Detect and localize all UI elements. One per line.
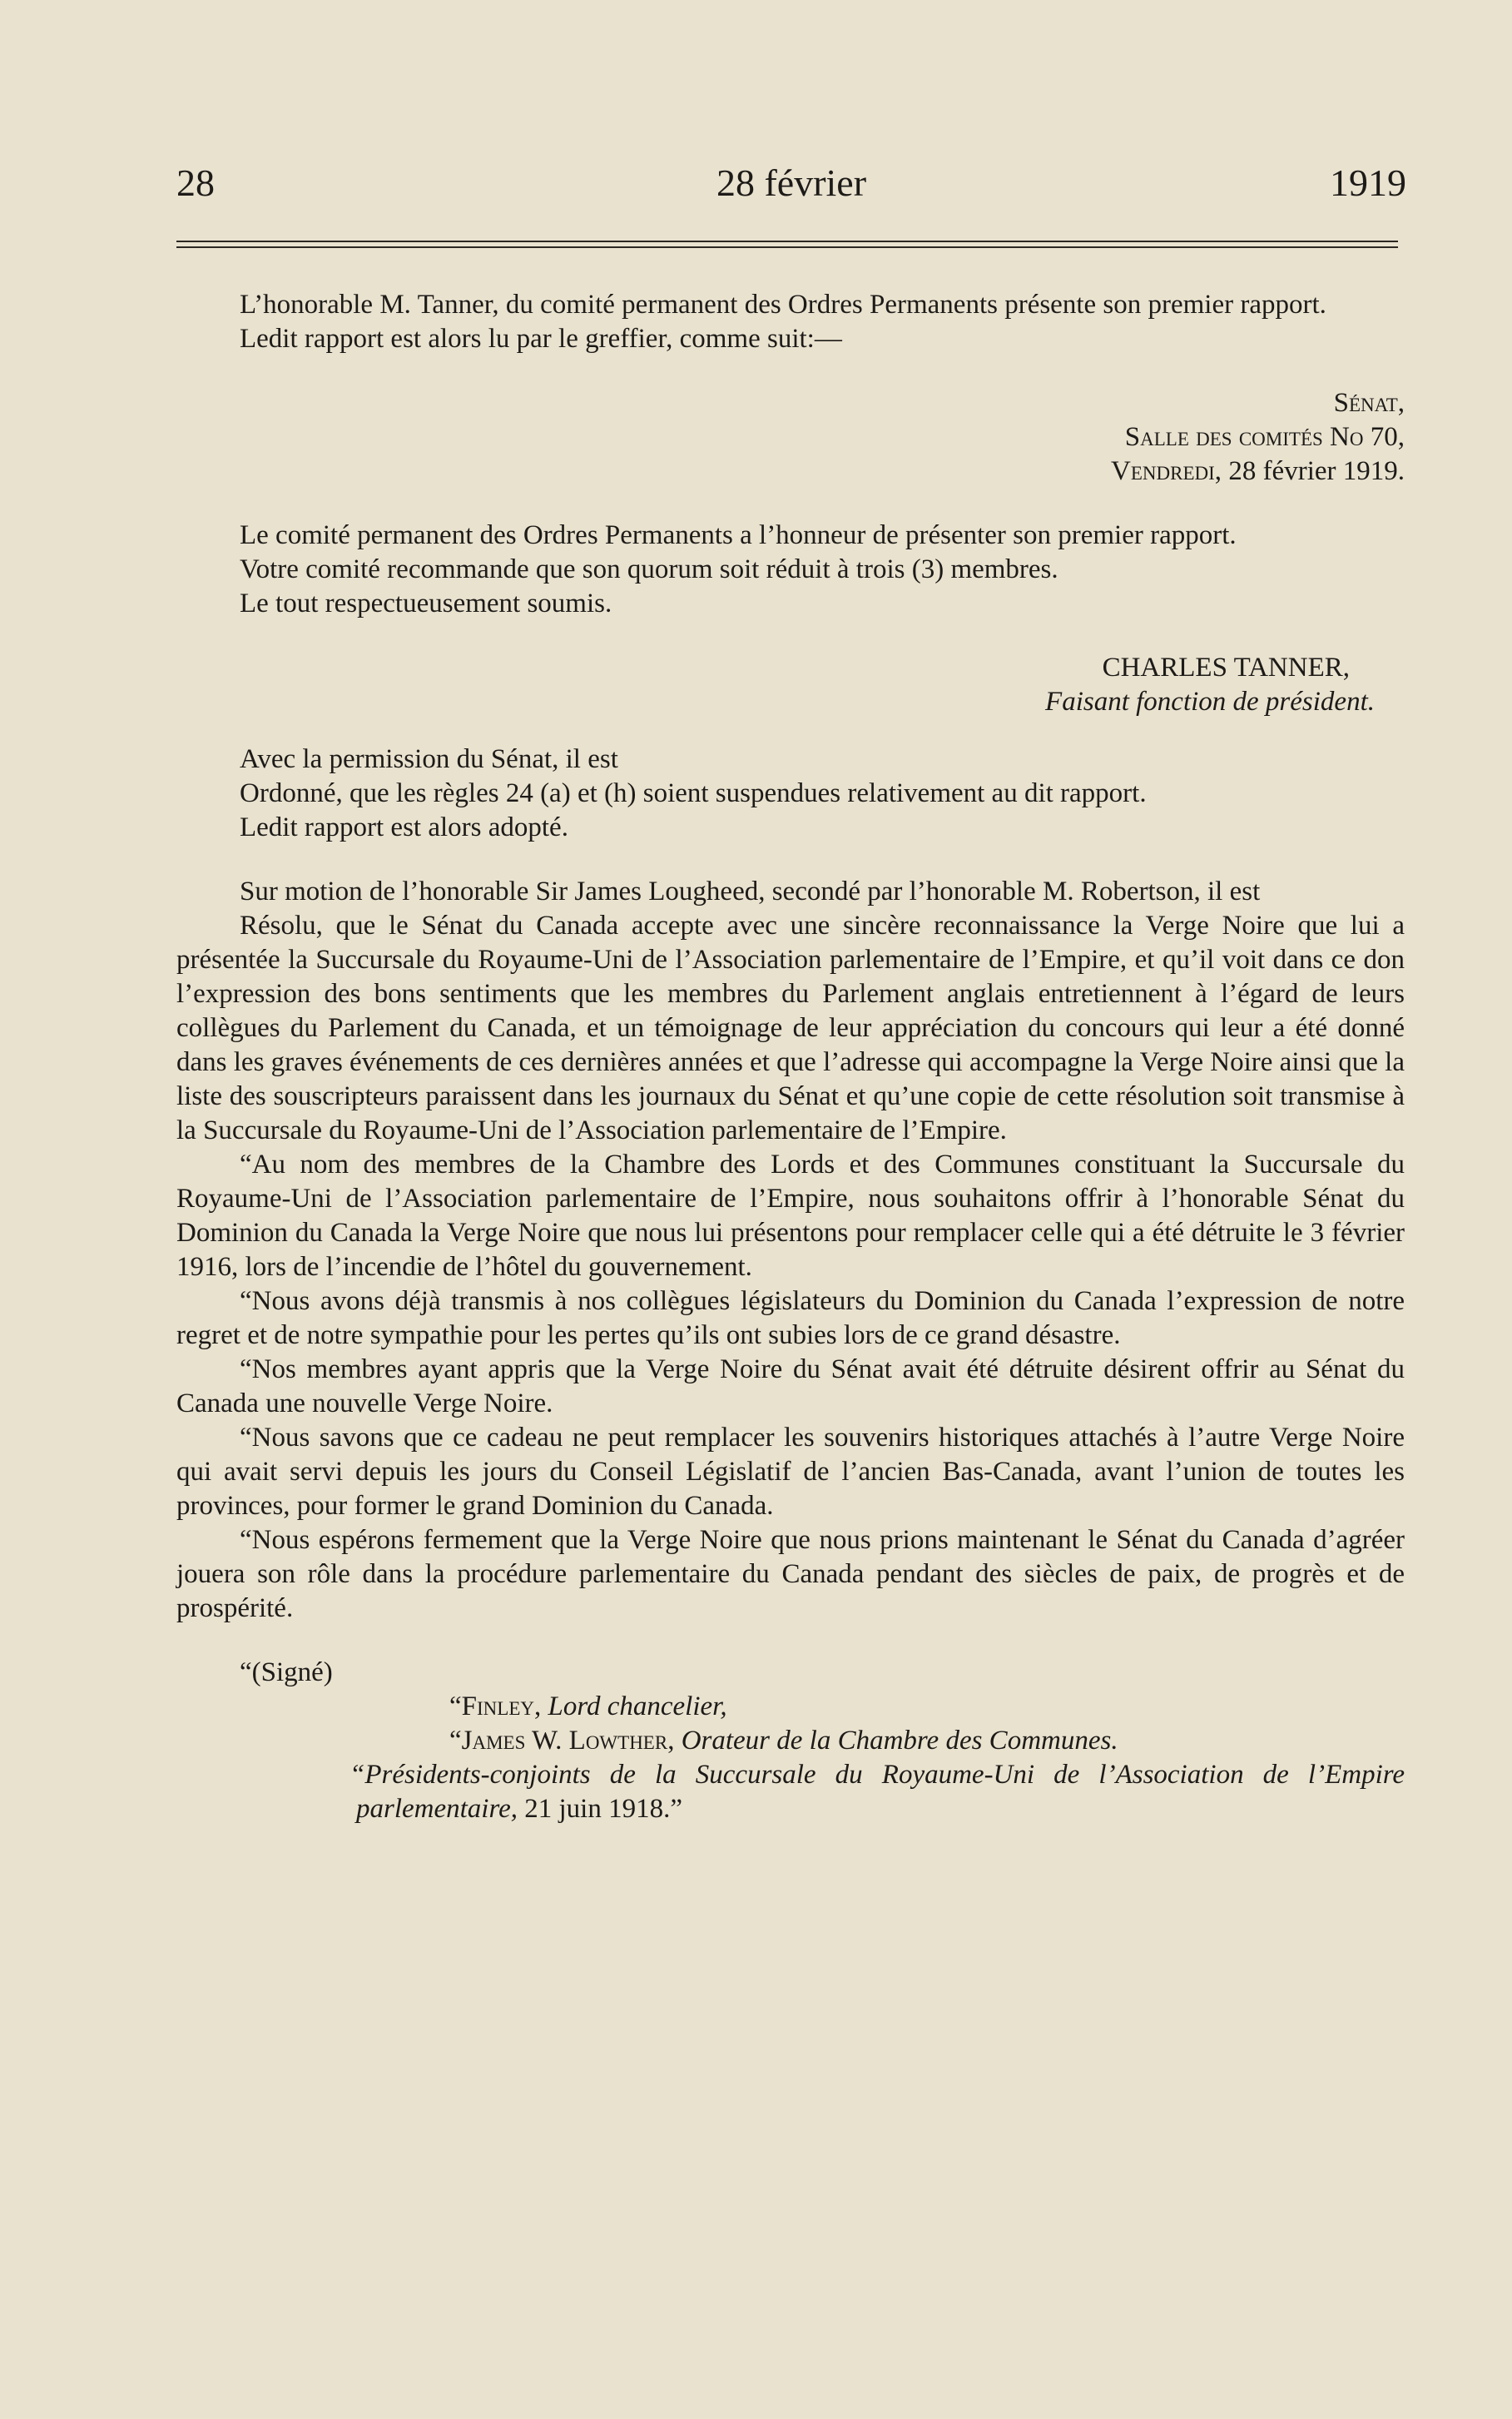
- header-rule-bottom: [176, 246, 1398, 248]
- address-paragraph: “Nous savons que ce cadeau ne peut remplacer les souvenirs historiques attachés à l’autre Verge Noire qui avait servi depuis les jours du Conseil Législatif de l’ancien Bas-Canada, avant l’union de toutes les provinces, pour former le grand Dominion du Canada.: [176, 1423, 1405, 1521]
- paragraph: Ledit rapport est alors lu par le greffier, comme suit:—: [240, 324, 842, 354]
- signature-lowther: “James W. Lowther, Orateur de la Chambre des Communes.: [449, 1726, 1118, 1756]
- paragraph: Avec la permission du Sénat, il est: [240, 744, 618, 774]
- paragraph: Ledit rapport est alors adopté.: [240, 812, 568, 842]
- paragraph: Le comité permanent des Ordres Permanents a l’honneur de présenter son premier rapport.: [240, 520, 1237, 550]
- address-paragraph: “Nous avons déjà transmis à nos collègues législateurs du Dominion du Canada l’expression de notre regret et de notre sympathie pour les pertes qu’ils ont subies lors de ce grand désastre.: [176, 1286, 1405, 1350]
- header-date: 28 février: [716, 161, 867, 204]
- paragraph: Ordonné, que les règles 24 (a) et (h) soient suspendues relativement au dit rapport.: [240, 778, 1147, 808]
- signer-name: CHARLES TANNER,: [1102, 653, 1350, 683]
- address-paragraph: “Nous espérons fermement que la Verge Noire que nous prions maintenant le Sénat du Canada d’agréer jouera son rôle dans la procédure parlementaire du Canada pendant des siècles de paix, de progrès et de prospérité.: [176, 1525, 1405, 1623]
- report-place: Sénat,: [1333, 388, 1405, 418]
- body-text: [176, 288, 1405, 1826]
- header-year: 1919: [1330, 161, 1406, 204]
- signer-title: Faisant fonction de président.: [1045, 687, 1375, 717]
- address-paragraph: “Au nom des membres de la Chambre des Lords et des Communes constituant la Succursale du Royaume-Uni de l’Association parlementaire de l’Empire, nous souhaitons offrir à l’honorable Sénat du Dominion du Canada la Verge Noire que nous lui présentons pour remplacer celle qui a été détruite le 3 février 1916, lors de l’incendie de l’hôtel du gouvernement.: [176, 1150, 1405, 1282]
- report-date: Vendredi, 28 février 1919.: [1111, 456, 1405, 486]
- report-room: Salle des comités No 70,: [1124, 422, 1405, 452]
- signature-finley: “Finley, Lord chancelier,: [449, 1691, 727, 1721]
- paragraph: Le tout respectueusement soumis.: [240, 589, 612, 618]
- header-rule-top: [176, 241, 1398, 242]
- paragraph: Votre comité recommande que son quorum soit réduit à trois (3) membres.: [240, 554, 1058, 584]
- paragraph: L’honorable M. Tanner, du comité permanent des Ordres Permanents présente son premier rapport.: [240, 290, 1326, 320]
- running-header: [176, 160, 1406, 206]
- signed-label: “(Signé): [240, 1657, 333, 1687]
- page-number: 28: [176, 161, 215, 204]
- paragraph: Sur motion de l’honorable Sir James Lougheed, secondé par l’honorable M. Robertson, il est: [240, 877, 1261, 907]
- address-paragraph: “Nos membres ayant appris que la Verge Noire du Sénat avait été détruite désirent offrir au Sénat du Canada une nouvelle Verge Noire.: [176, 1354, 1405, 1418]
- signature-presidents: “Présidents-conjoints de la Succursale du Royaume-Uni de l’Association de l’Empire parlementaire, 21 juin 1918.”: [349, 1760, 1405, 1824]
- resolution-paragraph: Résolu, que le Sénat du Canada accepte avec une sincère reconnaissance la Verge Noire que lui a présentée la Succursale du Royaume-Uni de l’Association parlementaire de l’Empire, et qu’il voit dans ce don l’expression des bons sentiments que les membres du Parlement anglais entretiennent à l’égard de leurs collègues du Parlement du Canada, et un témoignage de leur appréciation du concours qui leur a été donné dans les graves événements de ces dernières années et que l’adresse qui accompagne la Verge Noire ainsi que la liste des souscripteurs paraissent dans les journaux du Sénat et qu’une copie de cette résolution soit transmise à la Succursale du Royaume-Uni de l’Association parlementaire de l’Empire.: [176, 911, 1405, 1145]
